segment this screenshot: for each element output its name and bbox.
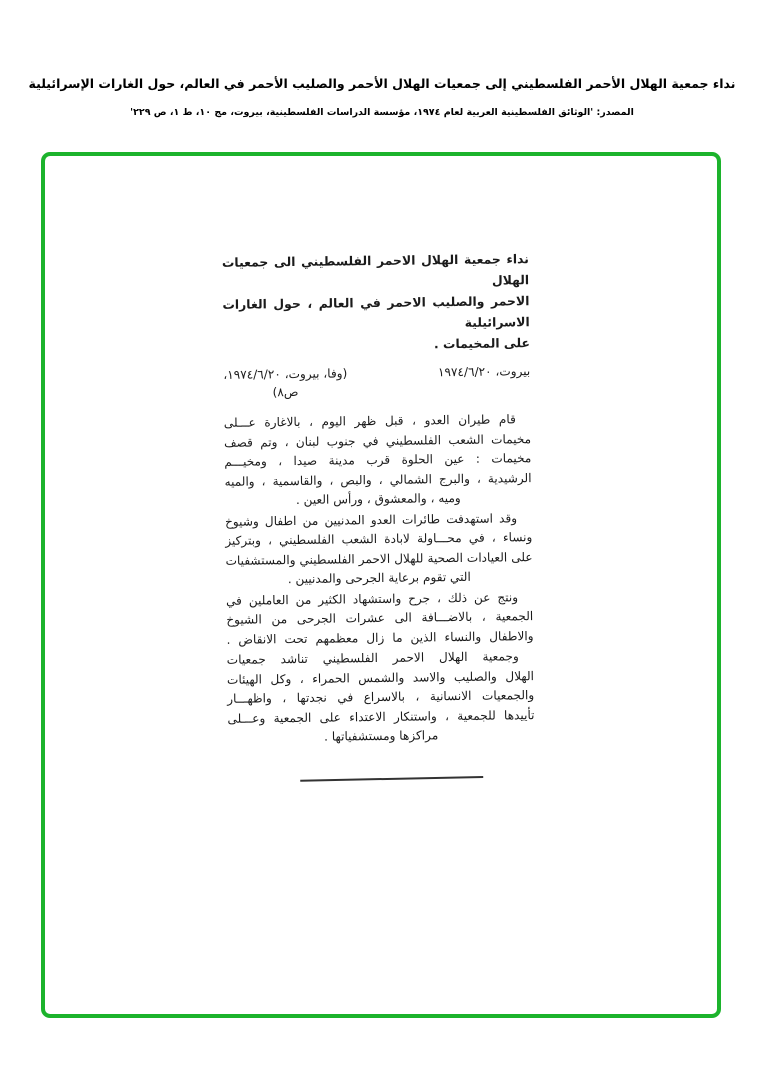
dateline-agency-line: (وفا، بيروت، ١٩٧٤/٦/٢٠، — [223, 366, 348, 382]
dateline-place-date: بيروت، ١٩٧٤/٦/٢٠ — [437, 364, 531, 380]
body-line: مخيمات : عين الحلوة قرب مدينة صيدا ، ومخيـــم — [224, 451, 532, 469]
document-title-line: على المخيمات . — [433, 335, 531, 352]
body-line: الهلال والصليب والاسد والشمس الحمراء ، وكل الهيئات — [226, 668, 535, 687]
dateline-agency-reference — [223, 364, 347, 402]
document-title-line: الاحمر والصليب الاحمر في العالم ، حول الغارات الاسرائيلية — [222, 293, 530, 330]
scanned-document — [222, 248, 535, 781]
body-line: تأييدها للجمعية ، واستنكار الاعتداء على الجمعية وعـــلى — [227, 707, 535, 726]
body-line: التي تقوم برعاية الجرحى والمدنيين . — [287, 569, 471, 587]
paragraph — [225, 509, 533, 591]
document-highlight-box — [41, 152, 721, 1018]
body-line: والجمعيات الانسانية ، بالاسراع في نجدتها ، واظهـــار — [227, 688, 535, 706]
body-line: والاطفال والنساء الذين ما زال معظمهم تحت الانقاض . — [226, 628, 534, 647]
document-title-line: نداء جمعية الهلال الاحمر الفلسطيني الى جمعيات الهلال — [221, 251, 530, 288]
body-line: ونساء ، في محـــاولة لابادة الشعب الفلسطيني ، وبتركيز — [225, 530, 533, 548]
body-line: وجمعية الهلال الاحمر الفلسطيني تناشد جمعيات — [226, 649, 519, 667]
body-line: ونتج عن ذلك ، جرح واستشهاد الكثير من العاملين في — [225, 589, 519, 608]
paragraph — [224, 410, 532, 511]
body-line: الرشيدية ، والبرج الشمالي ، والبص ، والقاسمية ، والميه — [224, 470, 532, 489]
dateline — [223, 362, 530, 402]
page-title: نداء جمعية الهلال الأحمر الفلسطيني إلى جمعيات الهلال الأحمر والصليب الأحمر في العالم، حول الغارات الإسرائيلية — [28, 76, 736, 91]
dateline-page-ref: ص٨) — [272, 384, 299, 400]
body-line: الجمعية ، بالاضـــافة الى عشرات الجرحى من الشيوخ — [226, 609, 534, 627]
body-line: وميه ، والمعشوق ، ورأس العين . — [295, 490, 461, 508]
paragraph — [227, 647, 535, 748]
body-line: قام طيران العدو ، قبل ظهر اليوم ، بالاغارة عـــلى — [223, 412, 516, 430]
page-source-citation: المصدر: 'الوثائق الفلسطينية العربية لعام ١٩٧٤، مؤسسة الدراسات الفلسطينية، بيروت، مج ١٠، ط ١، ص ٢٢٩' — [130, 107, 634, 118]
body-line: مخيمات الشعب الفلسطيني في جنوب لبنان ، وتم قصف — [224, 431, 532, 450]
body-line: مراكزها ومستشفياتها . — [324, 728, 439, 744]
body-line: على العيادات الصحية للهلال الاحمر الفلسطيني والمستشفيات — [225, 549, 533, 568]
closing-rule — [300, 775, 483, 781]
document-title — [222, 248, 530, 357]
body-line: وقد استهدفت طائرات العدو المدنيين من اطفال وشيوخ — [224, 510, 518, 529]
paragraph — [226, 588, 534, 650]
